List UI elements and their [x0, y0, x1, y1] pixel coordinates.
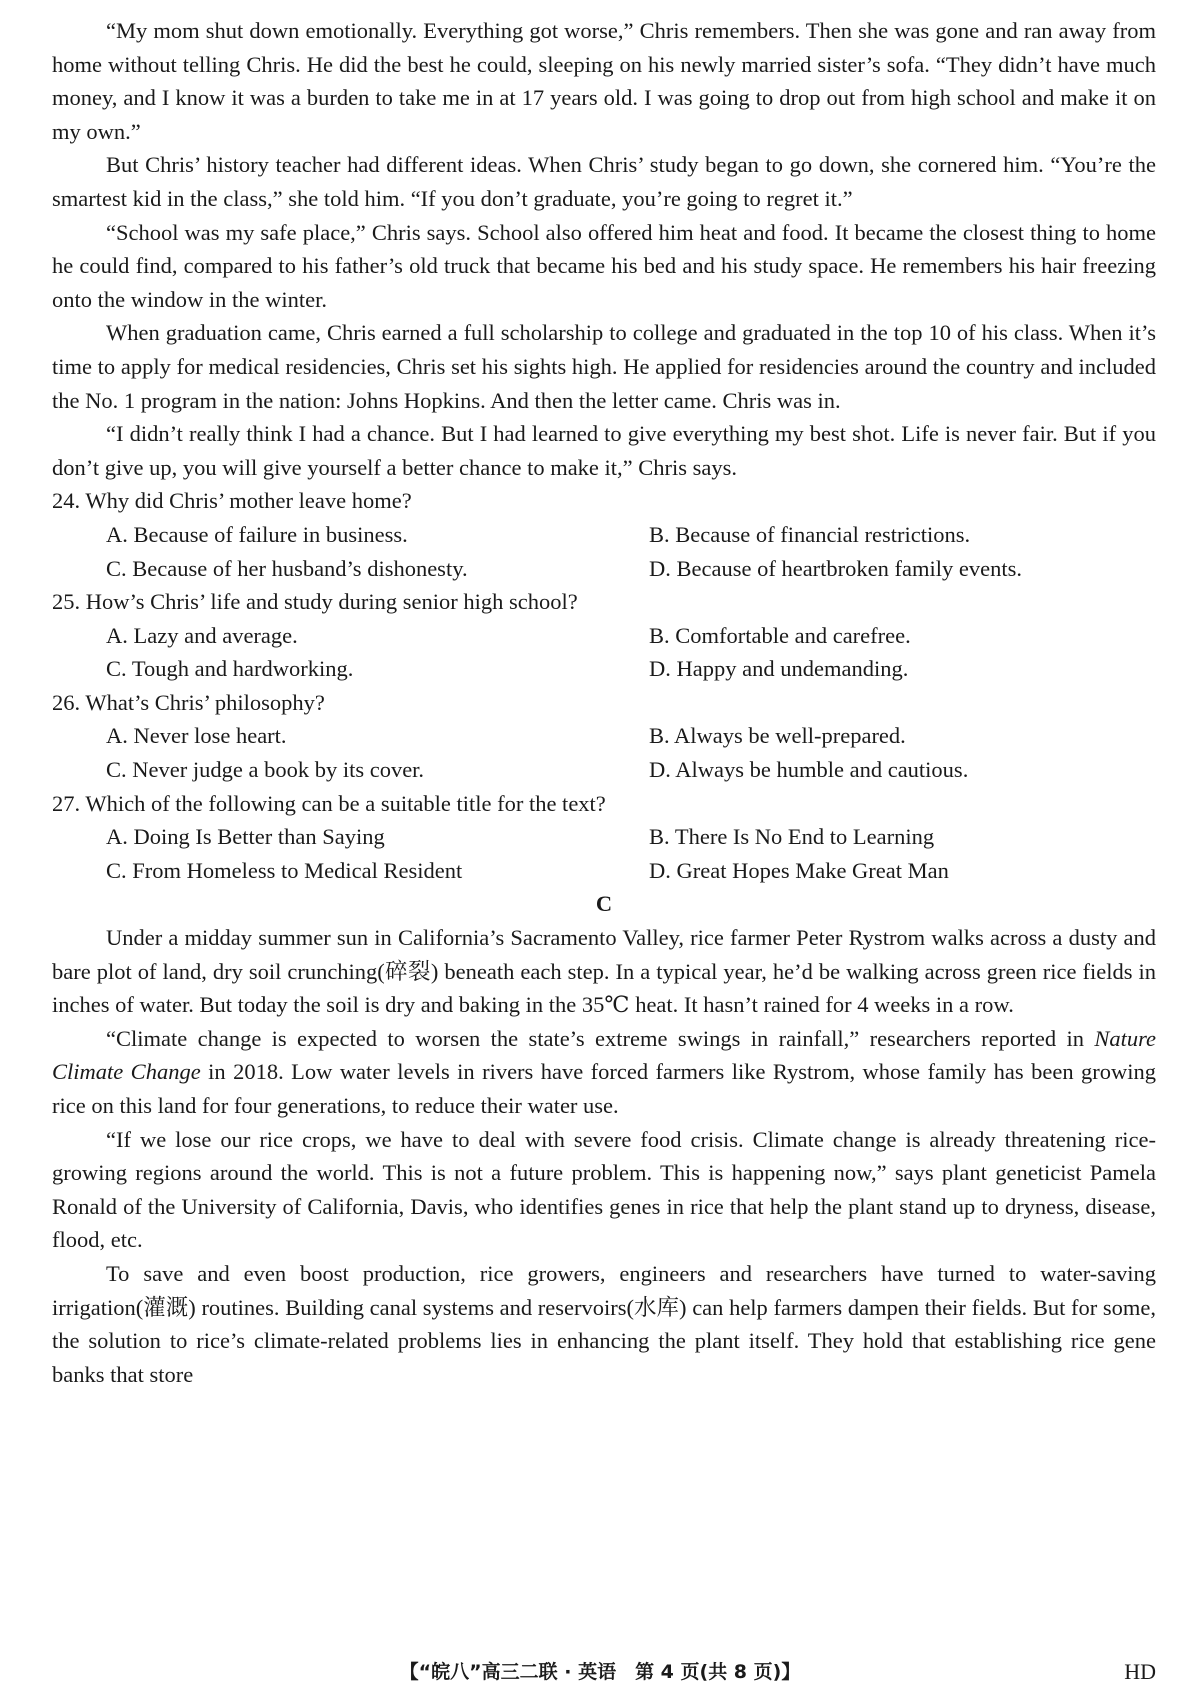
question-stem: 26. What’s Chris’ philosophy?	[52, 689, 325, 715]
question-options	[52, 719, 1156, 786]
passage-b-paragraph-4: When graduation came, Chris earned a full scholarship to college and graduated in the top 10 of his class. When it’s time to apply for medical residencies, Chris set his sights high. He applied for residencies around the country and included the No. 1 program in the nation: Johns Hopkins. And then the letter came. Chris was in.	[52, 320, 1156, 413]
option-a: A. Never lose heart.	[106, 723, 287, 749]
question-25	[52, 585, 1156, 686]
question-stem: 24. Why did Chris’ mother leave home?	[52, 488, 412, 514]
option-c: C. From Homeless to Medical Resident	[106, 857, 463, 883]
option-c: C. Never judge a book by its cover.	[106, 757, 425, 783]
passage-c-paragraph-3: “If we lose our rice crops, we have to deal with severe food crisis. Climate change is already threatening rice-growing regions around the world. This is not a future problem. This is happening now,” says plant geneticist Pamela Ronald of the University of California, Davis, who identifies genes in rice that help the plant stand up to dryness, disease, flood, etc.	[52, 1126, 1156, 1253]
section-heading: C	[595, 891, 613, 917]
option-b: B. Comfortable and carefree.	[649, 622, 911, 648]
question-stem: 27. Which of the following can be a suitable title for the text?	[52, 790, 606, 816]
paragraph-text: “Climate change is expected to worsen the state’s extreme swings in rainfall,” researchers reported in	[106, 1025, 1095, 1051]
option-a: A. Lazy and average.	[106, 622, 298, 648]
option-d: D. Because of heartbroken family events.	[649, 555, 1022, 581]
option-c: C. Tough and hardworking.	[106, 656, 354, 682]
passage-b-paragraph-1: “My mom shut down emotionally. Everything got worse,” Chris remembers. Then she was gone and ran away from home without telling Chris. He did the best he could, sleeping on his newly married sister’s sofa. “They didn’t have much money, and I know it was a burden to take me in at 17 years old. I was going to drop out from high school and make it on my own.”	[52, 18, 1156, 144]
passage-c-paragraph-1: Under a midday summer sun in California’s Sacramento Valley, rice farmer Peter Rystrom walks across a dusty and bare plot of land, dry soil crunching(碎裂) beneath each step. In a typical year, he’d be walking across green rice fields in inches of water. But today the soil is dry and baking in the 35℃ heat. It hasn’t rained for 4 weeks in a row.	[52, 925, 1156, 1018]
question-26	[52, 686, 1156, 787]
question-options	[52, 820, 1156, 887]
option-b: B. Because of financial restrictions.	[649, 521, 971, 547]
passage-b-paragraph-5: “I didn’t really think I had a chance. But I had learned to give everything my best shot. Life is never fair. But if you don’t give up, you will give yourself a better chance to make it,” Chris says.	[52, 421, 1156, 480]
question-27	[52, 787, 1156, 888]
passage-b-paragraph-2: But Chris’ history teacher had different ideas. When Chris’ study began to go down, she cornered him. “You’re the smartest kid in the class,” she told him. “If you don’t graduate, you’re going to regret it.”	[52, 152, 1156, 211]
option-a: A. Because of failure in business.	[106, 521, 408, 547]
footer-page-info: 【“皖八”高三二联 · 英语 第 4 页(共 8 页)】	[399, 1661, 801, 1683]
option-c: C. Because of her husband’s dishonesty.	[106, 555, 468, 581]
page-footer	[0, 1655, 1200, 1689]
question-options	[52, 518, 1156, 585]
option-b: B. There Is No End to Learning	[649, 824, 935, 850]
question-stem: 25. How’s Chris’ life and study during senior high school?	[52, 589, 578, 615]
option-d: D. Always be humble and cautious.	[649, 757, 969, 783]
passage-c-paragraph-4: To save and even boost production, rice growers, engineers and researchers have turned to water-saving irrigation(灌溉) routines. Building canal systems and reservoirs(水库) can help farmers dampen their fields. But for some, the solution to rice’s climate-related problems lies in enhancing the plant itself. They hold that establishing rice gene banks that store	[52, 1260, 1156, 1387]
option-a: A. Doing Is Better than Saying	[106, 824, 385, 850]
question-24	[52, 484, 1156, 585]
paragraph-text: in 2018. Low water levels in rivers have forced farmers like Rystrom, whose family has been growing rice on this land for four generations, to reduce their water use.	[52, 1059, 1156, 1118]
option-d: D. Happy and undemanding.	[649, 656, 909, 682]
passage-c-paragraph-2	[52, 1022, 1156, 1123]
option-d: D. Great Hopes Make Great Man	[649, 857, 949, 883]
journal-title: Nature Climate Change	[52, 1025, 1156, 1085]
footer-code: HD	[1124, 1659, 1156, 1684]
option-b: B. Always be well-prepared.	[649, 723, 906, 749]
question-options	[52, 619, 1156, 686]
passage-b-paragraph-3: “School was my safe place,” Chris says. School also offered him heat and food. It became the closest thing to home he could find, compared to his father’s old truck that became his bed and his study space. He remembers his hair freezing onto the window in the winter.	[52, 219, 1156, 312]
